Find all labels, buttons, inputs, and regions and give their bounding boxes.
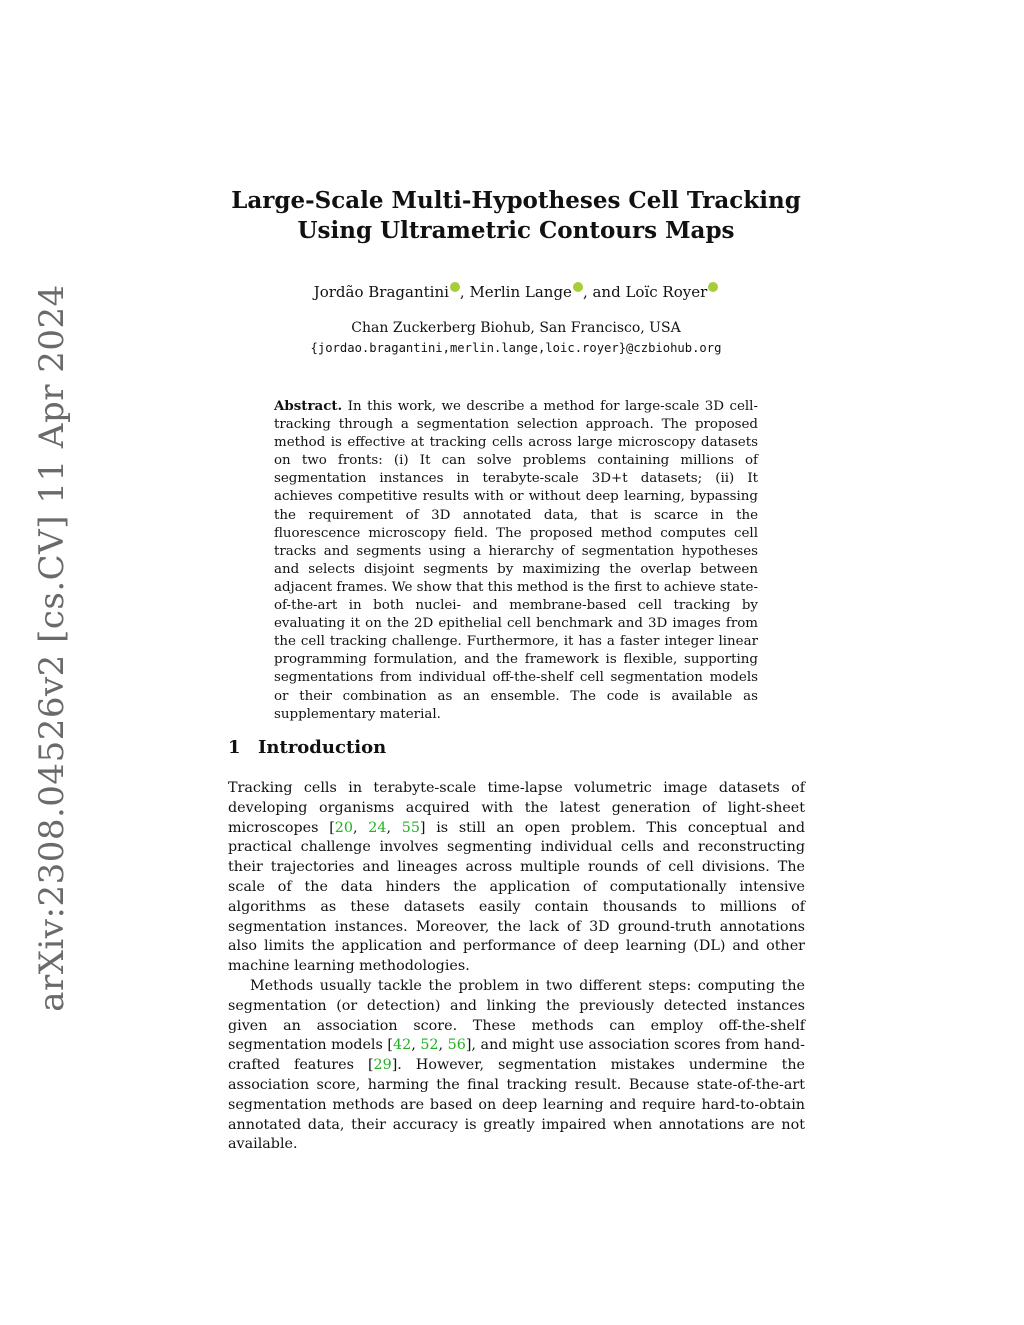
author-1: Jordão Bragantini (313, 283, 449, 301)
text-run: ]. However, segmentation mistakes undermine the association score, harming the final tracking result. Because state-of-the-art segmentation methods are based on deep learning and require hard-to-obtain annotated data, their accuracy is greatly impaired when annotations are not available. (228, 1057, 805, 1153)
citation-link[interactable]: 52 (420, 1037, 439, 1054)
author-emails: {jordao.bragantini,merlin.lange,loic.royer}@czbiohub.org (310, 341, 722, 355)
citation-link[interactable]: 20 (334, 819, 353, 836)
paper-title (228, 186, 804, 246)
orcid-icon[interactable] (573, 282, 583, 292)
section-title: Introduction (258, 737, 387, 758)
citation-link[interactable]: 42 (393, 1037, 412, 1054)
citation-link[interactable]: 29 (373, 1057, 392, 1074)
author-list (228, 282, 804, 302)
citation-link[interactable]: 24 (368, 819, 387, 836)
text-run: , (438, 1037, 448, 1054)
orcid-icon[interactable] (708, 282, 718, 292)
text-run: Methods usually tackle the problem in two different steps: computing the segmentation (or detection) and linking the previously detected instances given an association score. These methods can employ off-the-shelf segmentation models [ (228, 977, 805, 1054)
text-run: , (352, 819, 369, 836)
orcid-icon[interactable] (450, 282, 460, 292)
text-run: ] is still an open problem. This conceptual and practical challenge involves segmenting individual cells and reconstructing their trajectories and lineages across multiple rounds of cell divisions. The scale of the data hinders the application of computationally intensive algorithms as these datasets easily contain thousands to millions of segmentation instances. Moreover, the lack of 3D ground-truth annotations also limits the application and performance of deep learning (DL) and other machine learning methodologies. (228, 819, 805, 975)
title-line-1: Large-Scale Multi-Hypotheses Cell Tracking (231, 187, 801, 214)
abstract-text: In this work, we describe a method for large-scale 3D cell-tracking through a segmentation selection approach. The proposed method is effective at tracking cells across large microscopy datasets on two fronts: (i) It can solve problems containing millions of segmentation instances in terabyte-scale 3D+t datasets; (ii) It achieves competitive results with or without deep learning, bypassing the requirement of 3D annotated data, that is scarce in the fluorescence microscopy field. The proposed method computes cell tracks and segments using a hierarchy of segmentation hypotheses and selects disjoint segments by maximizing the overlap between adjacent frames. We show that this method is the first to achieve state-of-the-art in both nuclei- and membrane-based cell tracking by evaluating it on the 2D epithelial cell benchmark and 3D images from the cell tracking challenge. Furthermore, it has a faster integer linear programming formulation, and the framework is flexible, supporting segmentations from individual off-the-shelf cell segmentation models or their combination as an ensemble. The code is available as supplementary material. (274, 399, 758, 722)
title-line-2: Using Ultrametric Contours Maps (297, 217, 735, 244)
author-separator: , and (582, 283, 626, 301)
paragraph-2 (228, 977, 805, 1155)
author-3: Loïc Royer (625, 283, 708, 301)
citation-link[interactable]: 55 (401, 819, 420, 836)
section-heading (228, 737, 386, 758)
introduction-body (228, 779, 805, 1155)
text-run: ], and might use association scores from hand-crafted features [ (228, 1037, 805, 1074)
section-number: 1 (228, 737, 241, 758)
affiliation-block (228, 318, 804, 358)
text-run: Tracking cells in terabyte-scale time-lapse volumetric image datasets of developing organisms acquired with the latest generation of light-sheet microscopes [ (228, 780, 805, 836)
citation-link[interactable]: 56 (447, 1037, 466, 1054)
author-2: Merlin Lange (469, 283, 572, 301)
author-separator: , (459, 283, 470, 301)
affiliation: Chan Zuckerberg Biohub, San Francisco, USA (351, 320, 681, 336)
arxiv-identifier: arXiv:2308.04526v2 [cs.CV] 11 Apr 2024 (32, 284, 72, 1012)
text-run: , (411, 1037, 421, 1054)
paragraph-1 (228, 779, 805, 977)
abstract (274, 397, 758, 724)
text-run: , (386, 819, 402, 836)
abstract-label: Abstract. (274, 398, 343, 414)
